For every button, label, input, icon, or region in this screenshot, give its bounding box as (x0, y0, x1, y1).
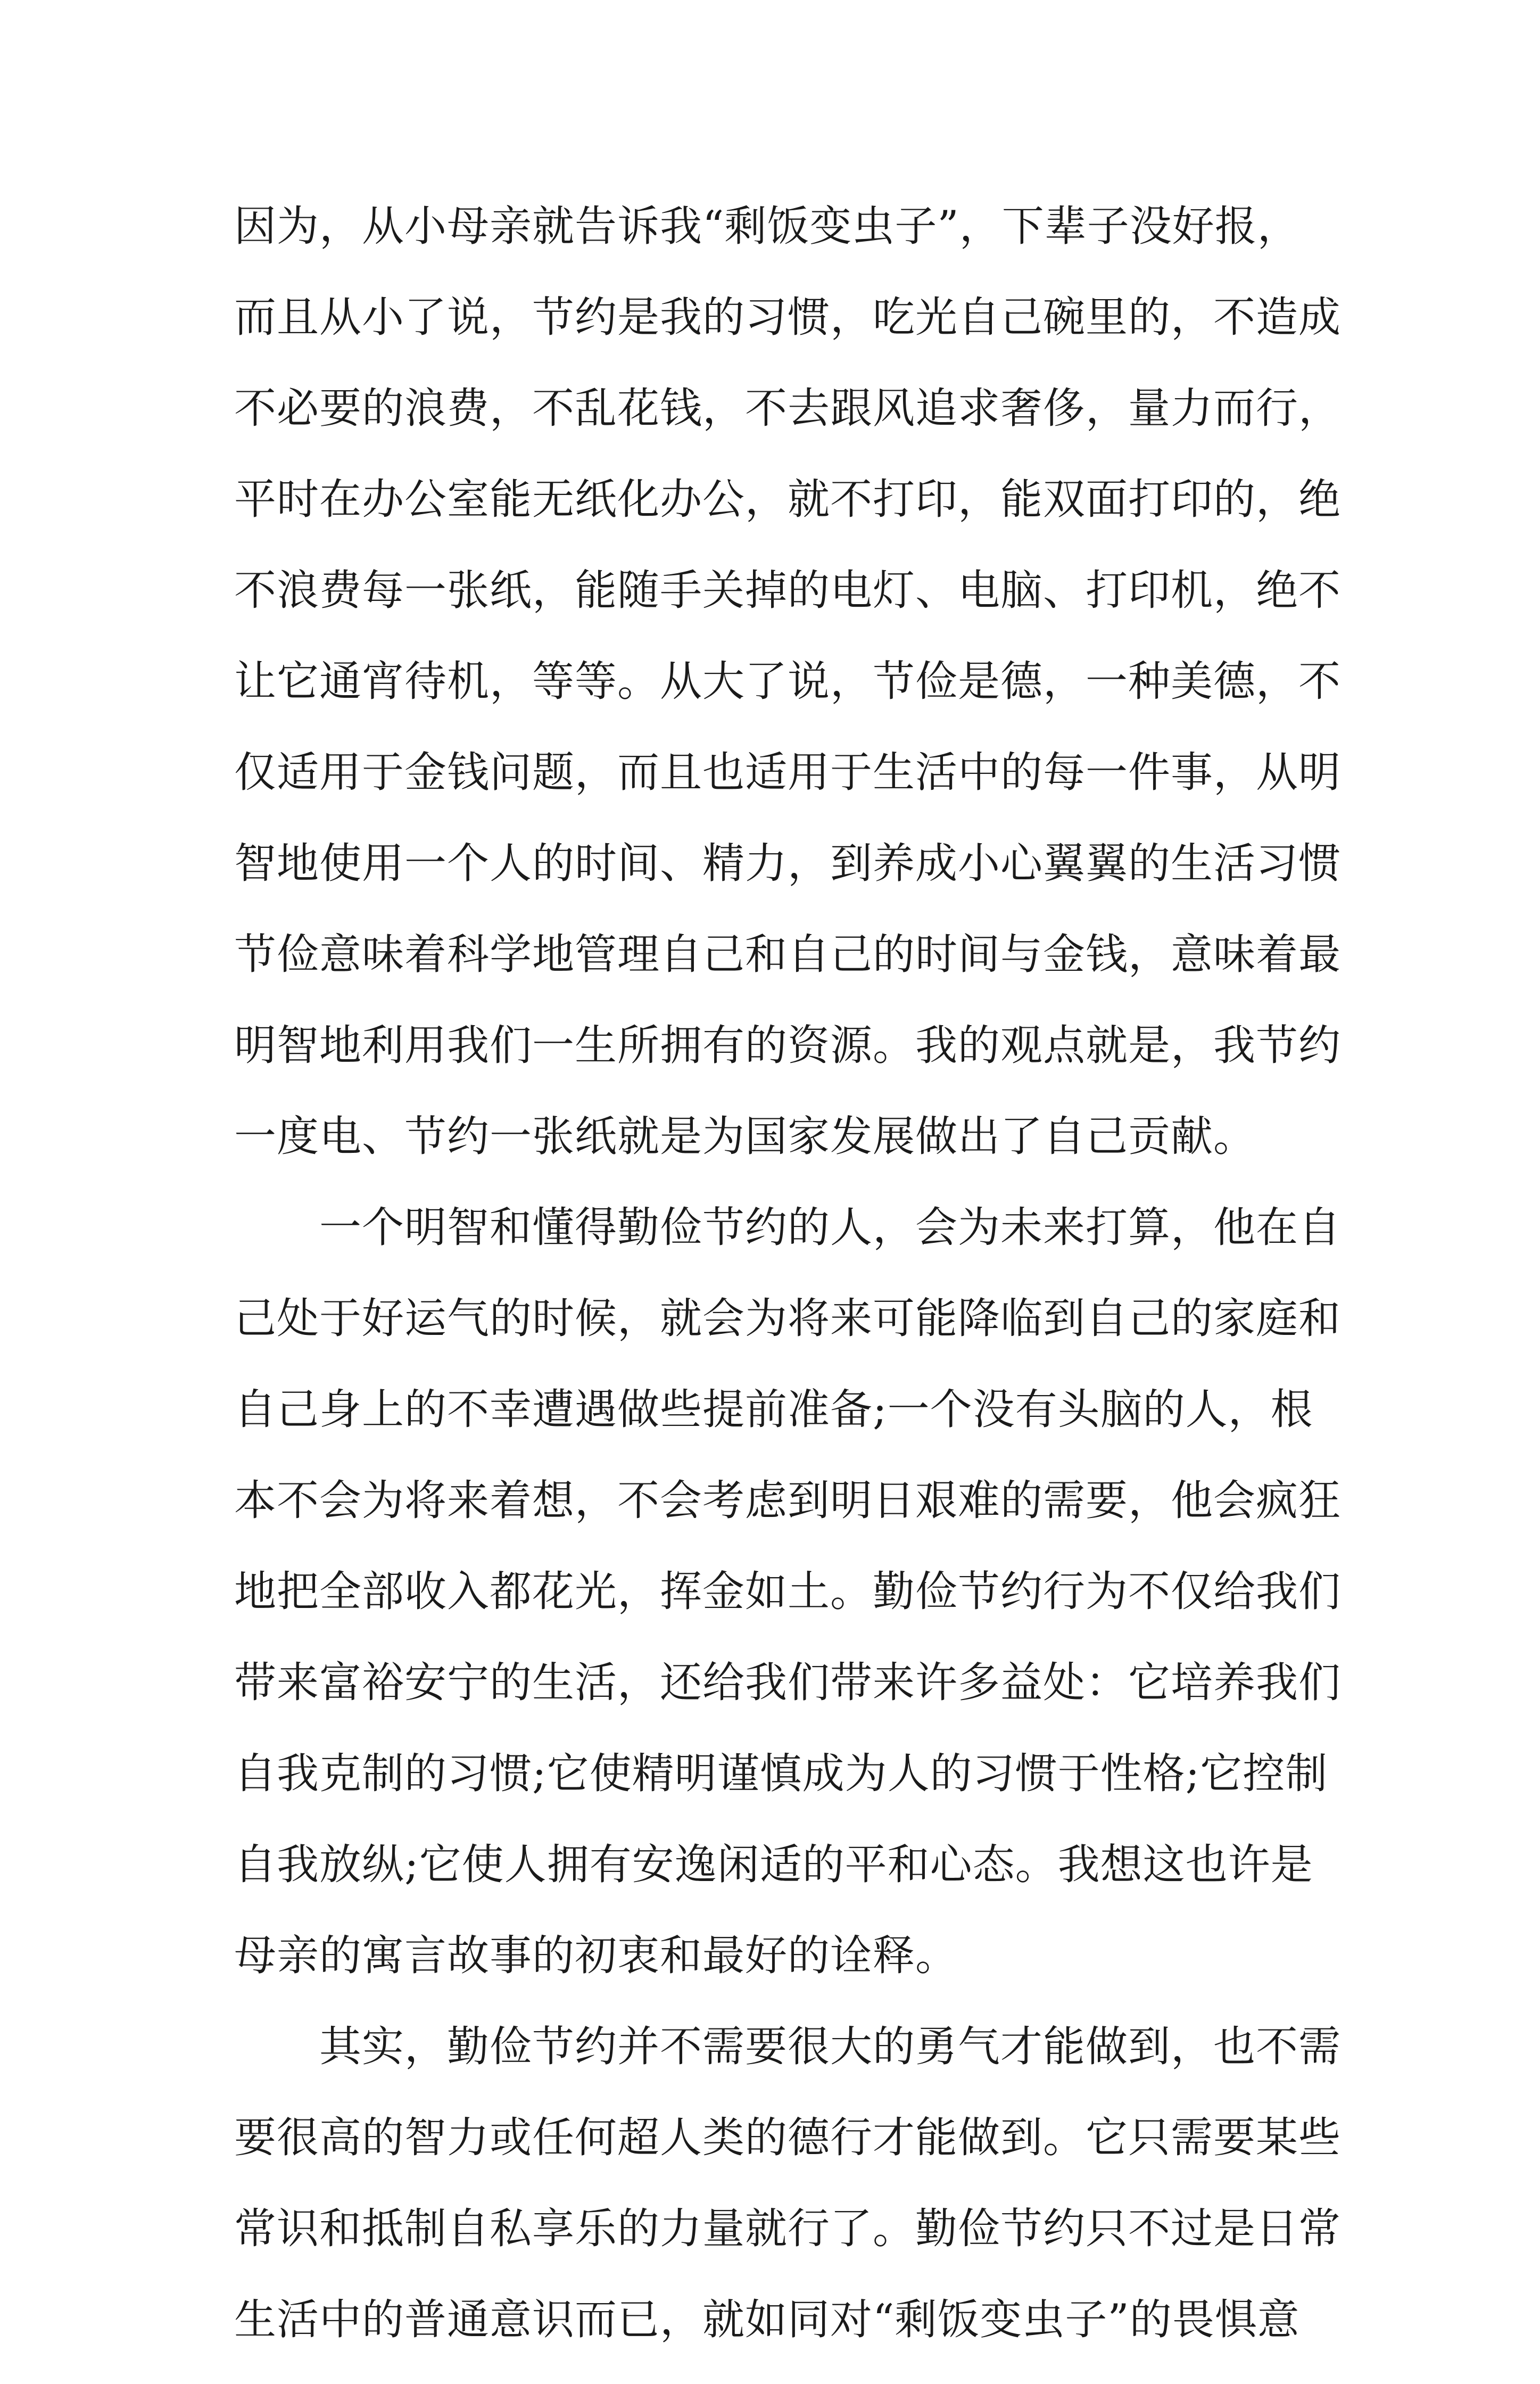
text-line: 自我克制的习惯;它使精明谨慎成为人的习惯于性格;它控制 (234, 1749, 1328, 1798)
text-line: 智地使用一个人的时间、精力，到养成小心翼翼的生活习惯 (234, 839, 1341, 888)
text-line: 因为，从小母亲就告诉我“剩饭变虫子”，下辈子没好报， (234, 202, 1300, 251)
text-line: 己处于好运气的时候，就会为将来可能降临到自己的家庭和 (234, 1294, 1341, 1343)
text-line: 生活中的普通意识而已，就如同对“剩饭变虫子”的畏惧意 (234, 2295, 1300, 2344)
text-line: 其实，勤俭节约并不需要很大的勇气才能做到，也不需 (234, 2022, 1341, 2071)
text-line: 让它通宵待机，等等。从大了说，节俭是德，一种美德，不 (234, 657, 1341, 706)
text-line: 平时在办公室能无纸化办公，就不打印，能双面打印的，绝 (234, 475, 1341, 524)
text-line: 一个明智和懂得勤俭节约的人，会为未来打算，他在自 (234, 1203, 1341, 1252)
text-line: 不浪费每一张纸，能随手关掉的电灯、电脑、打印机，绝不 (234, 566, 1341, 615)
text-line: 仅适用于金钱问题，而且也适用于生活中的每一件事，从明 (234, 748, 1341, 797)
text-line: 地把全部收入都花光，挥金如土。勤俭节约行为不仅给我们 (234, 1567, 1341, 1616)
text-line: 节俭意味着科学地管理自己和自己的时间与金钱，意味着最 (234, 930, 1341, 979)
text-line: 而且从小了说，节约是我的习惯，吃光自己碗里的，不造成 (234, 293, 1341, 342)
text-line: 自我放纵;它使人拥有安逸闲适的平和心态。我想这也许是 (234, 1840, 1313, 1889)
text-line: 要很高的智力或任何超人类的德行才能做到。它只需要某些 (234, 2113, 1341, 2162)
body-text (234, 200, 1341, 2384)
text-line: 带来富裕安宁的生活，还给我们带来许多益处：它培养我们 (234, 1658, 1341, 1707)
text-line: 母亲的寓言故事的初衷和最好的诠释。 (234, 1931, 958, 1980)
text-line: 本不会为将来着想，不会考虑到明日艰难的需要，他会疯狂 (234, 1476, 1341, 1525)
text-line: 明智地利用我们一生所拥有的资源。我的观点就是，我节约 (234, 1021, 1341, 1070)
text-line: 常识和抵制自私享乐的力量就行了。勤俭节约只不过是日常 (234, 2204, 1341, 2253)
text-line: 不必要的浪费，不乱花钱，不去跟风追求奢侈，量力而行， (234, 384, 1341, 433)
text-line: 一度电、节约一张纸就是为国家发展做出了自己贡献。 (234, 1112, 1256, 1161)
text-line: 自己身上的不幸遭遇做些提前准备;一个没有头脑的人，根 (234, 1385, 1313, 1434)
